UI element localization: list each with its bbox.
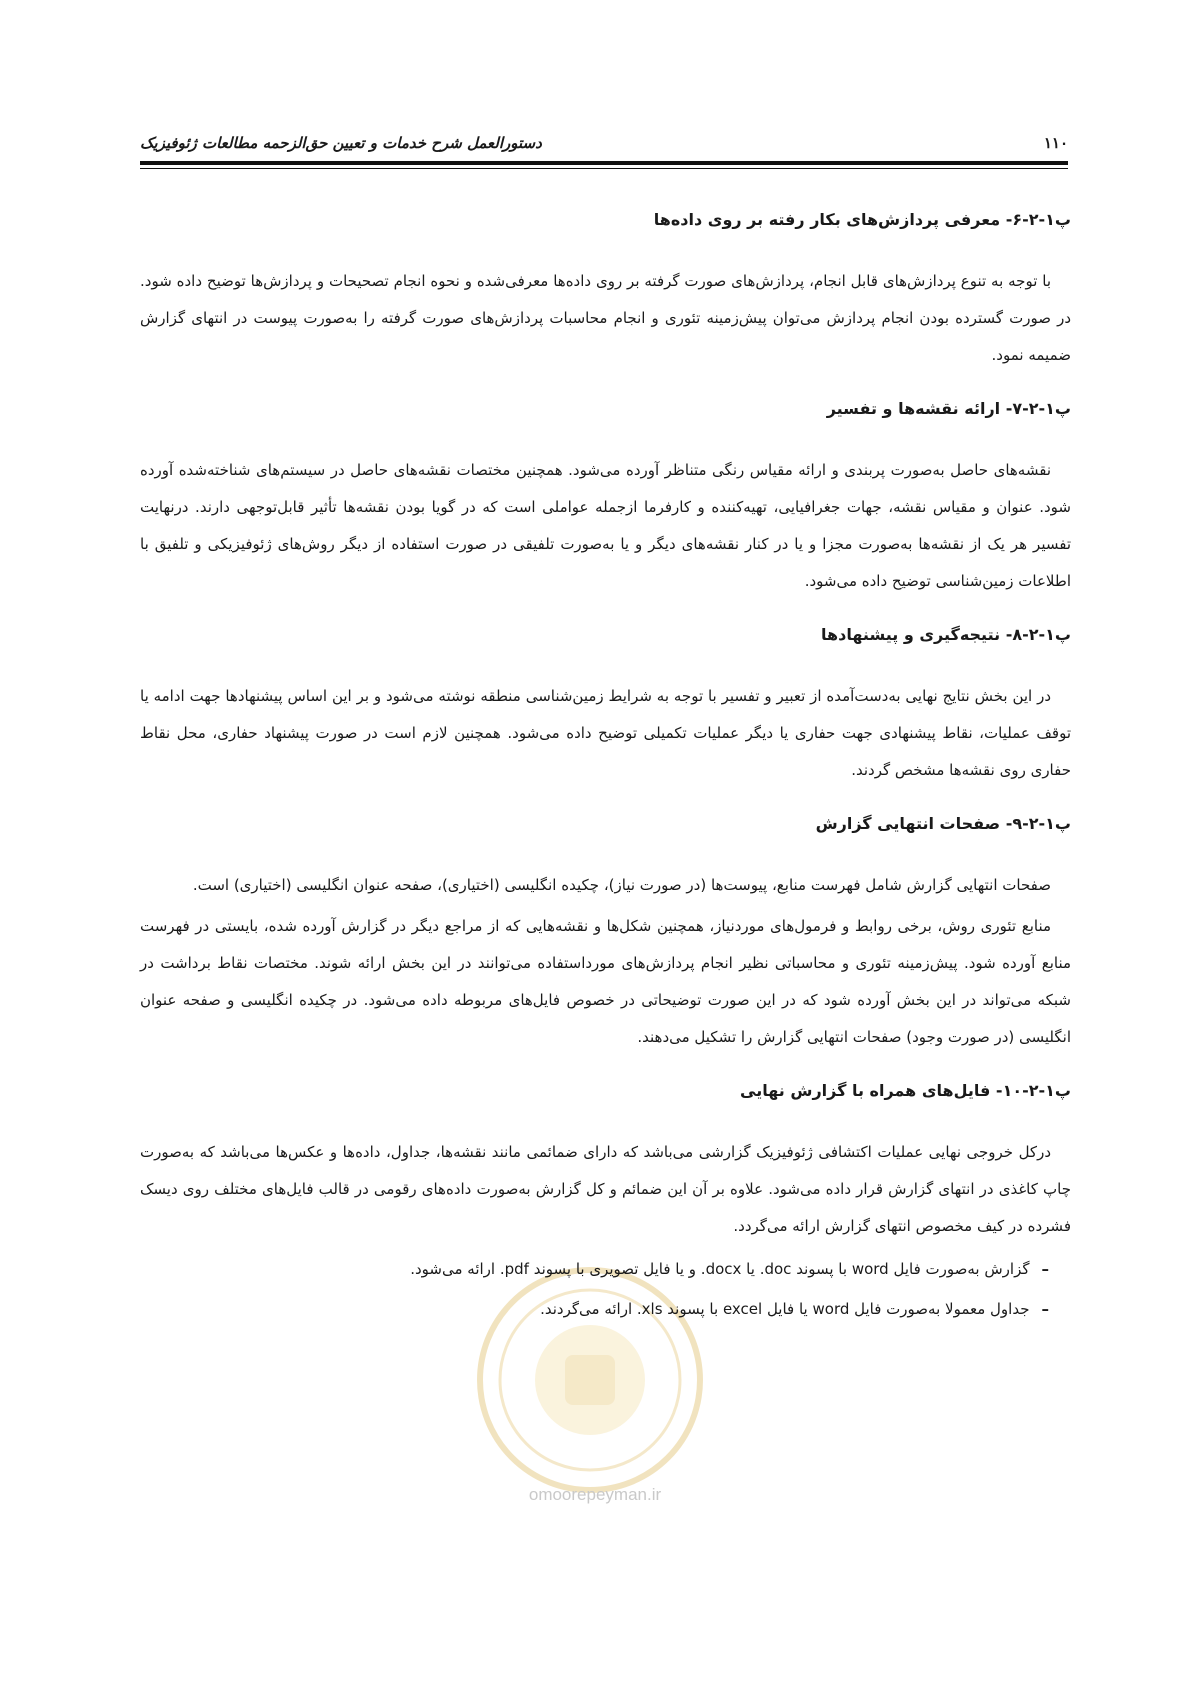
section-heading: پ۱-۲-۶- معرفی پردازش‌های بکار رفته بر روی داده‌ها [653, 210, 1071, 229]
page-number: ۱۱۰ [1043, 134, 1068, 152]
paragraph: صفحات انتهایی گزارش شامل فهرست منابع، پیوست‌ها (در صورت نیاز)، چکیده انگلیسی (اختیاری)، صفحه عنوان انگلیسی (اختیاری) است. [192, 876, 1051, 894]
watermark-url: omoorepeyman.ir [528, 1485, 662, 1504]
bullet-dash: – [1041, 1260, 1049, 1278]
paragraph: منابع تئوری روش، برخی روابط و فرمول‌های موردنیاز، همچنین شکل‌ها و نقشه‌هایی که از مراجع دیگر در گزارش آورده شده، بایستی در فهرست منابع آورده شود. پیش‌زمینه تئوری و محاسباتی نظیر انجام پردازش‌های مورداستفاده می‌توانند در این بخش ارائه شوند. مختصات نقاط برداشت در شبکه می‌تواند در این بخش آورده شود که در این صورت توضیحاتی در خصوص فایل‌های مربوطه داده می‌شود. در چکیده انگلیسی و صفحه عنوان انگلیسی (در صورت وجود) صفحات انتهایی گزارش را تشکیل می‌دهند. [140, 917, 1071, 1046]
section-conclusions [140, 620, 1071, 789]
section-heading: پ۱-۲-۷- ارائه نقشه‌ها و تفسیر [826, 399, 1071, 418]
section-heading: پ۱-۲-۸- نتیجه‌گیری و پیشنهادها [821, 625, 1071, 644]
list-item [140, 1249, 1049, 1289]
list-item-text: گزارش به‌صورت فایل word با پسوند doc. یا docx. و یا فایل تصویری با پسوند pdf. ارائه می‌شود. [410, 1260, 1030, 1278]
section-heading: پ۱-۲-۱۰- فایل‌های همراه با گزارش نهایی [740, 1081, 1071, 1100]
bullet-dash: – [1041, 1300, 1049, 1318]
paragraph: با توجه به تنوع پردازش‌های قابل انجام، پردازش‌های صورت گرفته بر روی داده‌ها معرفی‌شده و نحوه انجام تصحیحات و پردازش‌ها توضیح داده شود. در صورت گسترده بودن انجام پردازش می‌توان پیش‌زمینه تئوری و انجام محاسبات پردازش‌های صورت گرفته را به‌صورت پیوست در انتهای گزارش ضمیمه نمود. [140, 272, 1071, 364]
header-rule-thick [140, 161, 1068, 165]
header-rule-thin [140, 168, 1068, 169]
paragraph: در این بخش نتایج نهایی به‌دست‌آمده از تعبیر و تفسیر با توجه به شرایط زمین‌شناسی منطقه نوشته می‌شود و بر این اساس پیشنهادها جهت ادامه یا توقف عملیات، نقاط پیشنهادی جهت حفاری یا دیگر عملیات تکمیلی توضیح داده می‌شود. همچنین لازم است در صورت پیشنهاد حفاری، محل نقاط حفاری روی نقشه‌ها مشخص گردند. [140, 687, 1071, 779]
document-body [140, 205, 1071, 1329]
list-item [140, 1289, 1049, 1329]
running-header [140, 128, 1068, 158]
section-maps [140, 394, 1071, 600]
header-title: دستورالعمل شرح خدمات و تعیین حق‌الزحمه مطالعات ژئوفیزیک [140, 134, 542, 152]
section-heading: پ۱-۲-۹- صفحات انتهایی گزارش [815, 814, 1071, 833]
file-format-list [140, 1249, 1071, 1329]
section-final-pages [140, 809, 1071, 1056]
section-processing [140, 205, 1071, 374]
paragraph: نقشه‌های حاصل به‌صورت پربندی و ارائه مقیاس رنگی متناظر آورده می‌شود. همچنین مختصات نقشه‌های حاصل در سیستم‌های شناخته‌شده آورده شود. عنوان و مقیاس نقشه، جهات جغرافیایی، تهیه‌کننده و کارفرما ازجمله عواملی است که در گویا بودن نقشه‌ها تأثیر قابل‌توجهی دارند. درنهایت تفسیر هر یک از نقشه‌ها به‌صورت مجزا و یا در کنار نقشه‌های دیگر و یا به‌صورت تلفیقی در صورت استفاده از دیگر روش‌های ژئوفیزیکی و تلفیق با اطلاعات زمین‌شناسی توضیح داده می‌شود. [140, 461, 1071, 590]
section-attached-files [140, 1076, 1071, 1329]
list-item-text: جداول معمولا به‌صورت فایل word یا فایل excel با پسوند xls. ارائه می‌گردند. [540, 1300, 1030, 1318]
paragraph: درکل خروجی نهایی عملیات اکتشافی ژئوفیزیک گزارشی می‌باشد که دارای ضمائمی مانند نقشه‌ها، جداول، داده‌ها و عکس‌ها می‌باشد که به‌صورت چاپ کاغذی در انتهای گزارش قرار داده می‌شود. علاوه بر آن این ضمائم و کل گزارش به‌صورت داده‌های رقومی در قالب فایل‌های مختلف روی دیسک فشرده در کیف مخصوص انتهای گزارش ارائه می‌گردد. [140, 1143, 1071, 1235]
